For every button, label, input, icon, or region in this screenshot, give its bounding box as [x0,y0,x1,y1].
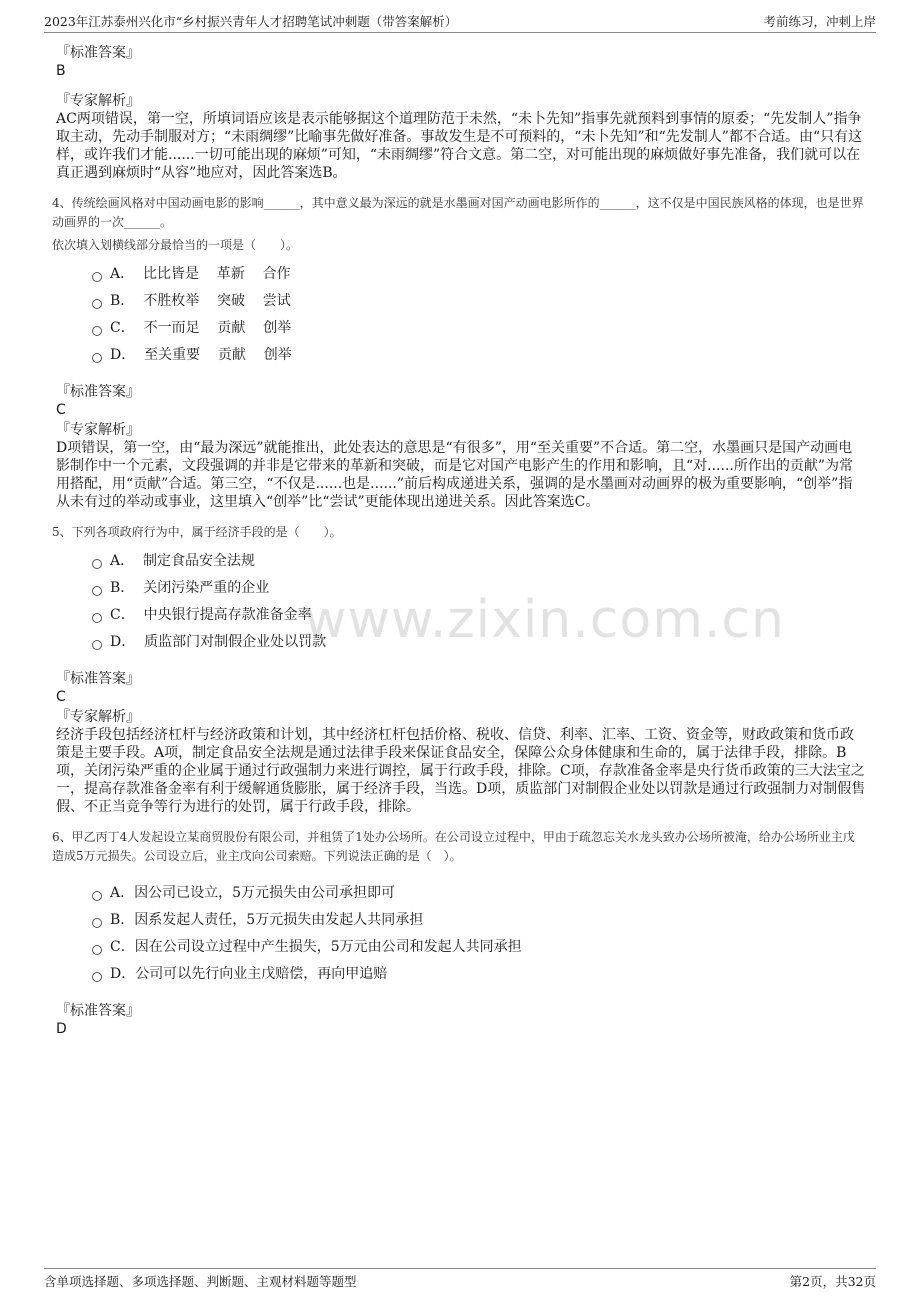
q5-option-d[interactable] [92,629,866,656]
option-text: B． 关闭污染严重的企业 [110,580,270,596]
q3-analysis: AC两项错误，第一空，所填词语应该是表示能够据这个道理防范于未然，“未卜先知”指事先就预料到事情的原委；“先发制人”指争取主动，先动手制服对方；“未雨绸缪”比喻事先做好准备。事故发生是不可预料的，“未卜先知”和“先发制人”都不合适。由“只有这样，或许我们才能......一切可能出现的麻烦”可知，“未雨绸缪”符合文意。第二空，对可能出现的麻烦做好事先准备，我们就可以在真正遇到麻烦时“从容”地应对，因此答案选B。 [56,111,863,181]
q5-question: 5、下列各项政府行为中，属于经济手段的是（ ）。 [52,525,342,539]
q4-option-d[interactable] [92,342,866,369]
option-text: A．因公司已设立，5万元损失由公司承担即可 [110,885,396,901]
q4-option-c[interactable] [92,315,866,342]
page-footer [44,1268,876,1293]
expert-analysis-label: 『专家解析』 [56,93,140,109]
q5-options [92,548,866,656]
q4-instruction: 依次填入划横线部分最恰当的一项是（ ）。 [52,238,299,252]
q5-option-c[interactable] [92,602,866,629]
q6-options [92,880,866,988]
option-text: B． 不胜枚举 突破 尝试 [110,293,291,309]
q4-option-a[interactable] [92,261,866,288]
q6-question: 6、甲乙丙丁4人发起设立某商贸股份有限公司，并租赁了1处办公场所。在公司设立过程中，甲由于疏忽忘关水龙头致办公场所被淹，给办公场所业主戊造成5万元损失。公司设立后，业主戊向公司索赔。下列说法正确的是（ ）。 [52,830,855,863]
page-number: 第2页，共32页 [789,1274,876,1289]
radio-icon[interactable] [92,353,102,363]
q4-options [92,261,866,369]
q4-answer: C [56,402,66,418]
watermark: www.zixin.com.cn [304,590,785,650]
header-slogan: 考前练习，冲刺上岸 [763,14,876,29]
q4-option-b[interactable] [92,288,866,315]
document-body [52,44,866,1050]
footer-question-types: 含单项选择题、多项选择题、判断题、主观材料题等题型 [44,1274,357,1289]
option-text: C． 不一而足 贡献 创举 [110,320,292,336]
q6-option-a[interactable] [92,880,866,907]
radio-icon[interactable] [92,891,102,901]
radio-icon[interactable] [92,972,102,982]
radio-icon[interactable] [92,613,102,623]
radio-icon[interactable] [92,586,102,596]
q5-option-a[interactable] [92,548,866,575]
q4-question: 4、传统绘画风格对中国动画电影的影响______，其中意义最为深远的就是水墨画对国产动画电影所作的______，这不仅是中国民族风格的体现，也是世界动画界的一次______。 [52,196,864,229]
q4-analysis: D项错误，第一空，由“最为深远”就能推出，此处表达的意思是“有很多”，用“至关重要”不合适。第二空，水墨画只是国产动画电影制作中一个元素，文段强调的并非是它带来的革新和突破，而是它对国产电影产生的作用和影响，且“对......所作出的贡献”为常用搭配，用“贡献”合适。第三空，“不仅是......也是......”前后构成递进关系，强调的是水墨画对动画界的极为重要影响，“创举”指从未有过的举动或事业，这里填入“创举”比“尝试”更能体现出递进关系。因此答案选C。 [56,440,854,510]
q6-answer: D [56,1021,67,1037]
radio-icon[interactable] [92,272,102,282]
q5-analysis: 经济手段包括经济杠杆与经济政策和计划，其中经济杠杆包括价格、税收、信贷、利率、汇率、工资、资金等，财政政策和货币政策是主要手段。A项，制定食品安全法规是通过法律手段来保证食品安全，保障公众身体健康和生命的，属于法律手段，排除。B项，关闭污染严重的企业属于通过行政强制力来进行调控，属于行政手段，排除。C项，存款准备金率是央行货币政策的三大法宝之一，提高存款准备金率有利于缓解通货膨胀，属于经济手段，当选。D项，质监部门对制假企业处以罚款是通过行政强制力对制假售假、不正当竞争等行为进行的处罚，属于行政手段，排除。 [56,727,866,815]
option-text: C．因在公司设立过程中产生损失，5万元由公司和发起人共同承担 [110,939,522,955]
option-text: B．因系发起人责任，5万元损失由发起人共同承担 [110,912,424,928]
q6-option-b[interactable] [92,907,866,934]
radio-icon[interactable] [92,326,102,336]
option-text: D． 质监部门对制假企业处以罚款 [110,634,327,650]
radio-icon[interactable] [92,299,102,309]
document-title: 2023年江苏泰州兴化市“乡村振兴青年人才招聘笔试冲刺题（带答案解析） [44,14,458,29]
expert-analysis-label: 『专家解析』 [56,709,140,725]
q6-option-c[interactable] [92,934,866,961]
q6-option-d[interactable] [92,961,866,988]
option-text: D．公司可以先行向业主戊赔偿，再向甲追赔 [110,966,388,982]
option-text: C． 中央银行提高存款准备金率 [110,607,312,623]
radio-icon[interactable] [92,918,102,928]
q3-answer: B [56,63,66,79]
q5-answer: C [56,689,66,705]
option-text: A． 制定食品安全法规 [110,553,256,569]
option-text: D． 至关重要 贡献 创举 [110,347,292,363]
option-text: A． 比比皆是 革新 合作 [110,266,291,282]
radio-icon[interactable] [92,640,102,650]
standard-answer-label: 『标准答案』 [56,671,140,687]
standard-answer-label: 『标准答案』 [56,384,140,400]
radio-icon[interactable] [92,559,102,569]
expert-analysis-label: 『专家解析』 [56,422,140,438]
q5-option-b[interactable] [92,575,866,602]
radio-icon[interactable] [92,945,102,955]
page-header [44,10,876,33]
standard-answer-label: 『标准答案』 [56,45,140,61]
standard-answer-label: 『标准答案』 [56,1003,140,1019]
